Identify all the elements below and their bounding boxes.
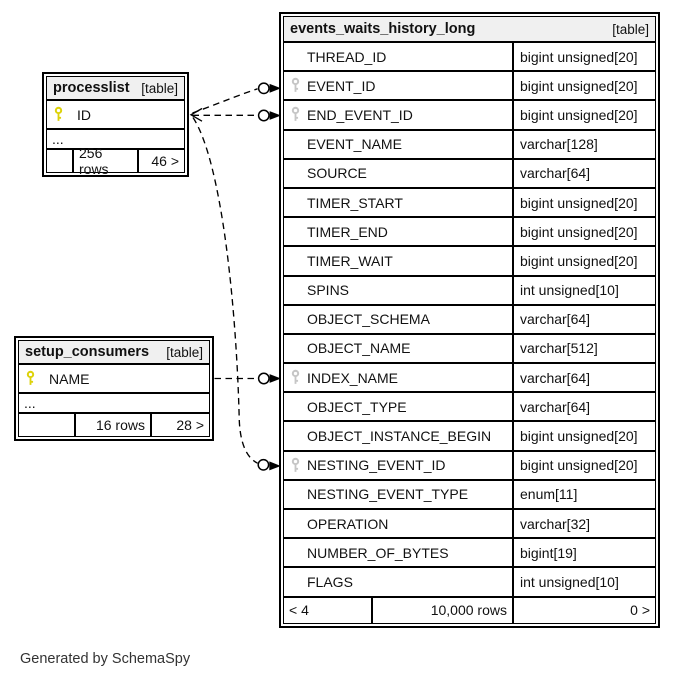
column-name: OBJECT_SCHEMA: [307, 311, 430, 328]
column-type: int unsigned[10]: [513, 277, 655, 304]
fk-line-event-id: [193, 89, 258, 113]
ellipsis-row: ...: [18, 393, 210, 413]
column-row-timer-wait: [283, 246, 656, 275]
column-type: int unsigned[10]: [513, 568, 655, 595]
foreign-key-icon: [290, 369, 307, 386]
column-row-nesting-event-type: [283, 480, 656, 509]
column-row-object-schema: [283, 305, 656, 334]
table-title[interactable]: processlist: [53, 80, 130, 96]
column-name: NUMBER_OF_BYTES: [307, 544, 449, 561]
ellipsis-row: ...: [46, 129, 185, 149]
table-header[interactable]: [283, 16, 656, 42]
column-type: varchar[64]: [513, 364, 655, 391]
parents-count: < 4: [284, 598, 372, 623]
column-type: varchar[512]: [513, 335, 655, 362]
connector-circle-index-name: [259, 373, 269, 383]
column-type: bigint unsigned[20]: [513, 101, 655, 128]
column-row-index-name: [283, 363, 656, 392]
column-type: varchar[64]: [513, 306, 655, 333]
column-row-id: [46, 100, 185, 129]
column-row-name: [18, 364, 210, 393]
column-type: bigint unsigned[20]: [513, 218, 655, 245]
column-row-source: [283, 159, 656, 188]
column-type: varchar[64]: [513, 160, 655, 187]
column-type: enum[11]: [513, 481, 655, 508]
parents-count: [19, 414, 75, 436]
foreign-key-icon: [290, 457, 307, 474]
column-name: INDEX_NAME: [307, 369, 399, 386]
children-count: 28 >: [151, 414, 209, 436]
column-type: bigint unsigned[20]: [513, 189, 655, 216]
table-header[interactable]: [46, 76, 185, 100]
column-row-thread-id: [283, 42, 656, 71]
column-name: NAME: [49, 370, 90, 387]
column-name: OBJECT_INSTANCE_BEGIN: [307, 428, 492, 445]
column-name: TIMER_WAIT: [307, 252, 393, 269]
column-name: THREAD_ID: [307, 48, 387, 65]
column-row-nesting-event-id: [283, 451, 656, 480]
column-row-object-name: [283, 334, 656, 363]
column-name: SOURCE: [307, 165, 367, 182]
foreign-key-icon: [290, 77, 307, 94]
table-footer: [46, 145, 185, 177]
column-type: bigint[19]: [513, 539, 655, 566]
column-type: varchar[32]: [513, 510, 655, 537]
table-type-badge: [table]: [166, 344, 203, 360]
column-name: FLAGS: [307, 573, 353, 590]
connector-circle-nesting-event-id: [258, 460, 268, 470]
column-name: SPINS: [307, 282, 350, 299]
table-type-badge: [table]: [612, 21, 649, 37]
connector-circle-event-id: [259, 83, 269, 93]
column-type: bigint unsigned[20]: [513, 43, 655, 70]
column-type: bigint unsigned[20]: [513, 247, 655, 274]
table-processlist[interactable]: [42, 72, 189, 177]
column-name: NESTING_EVENT_ID: [307, 457, 446, 474]
foreign-key-icon: [290, 106, 307, 123]
column-row-event-name: [283, 130, 656, 159]
column-row-spins: [283, 276, 656, 305]
column-row-flags: [283, 567, 656, 596]
column-type: bigint unsigned[20]: [513, 72, 655, 99]
children-count: 46 >: [138, 150, 184, 172]
column-name: END_EVENT_ID: [307, 106, 413, 123]
column-type: varchar[128]: [513, 131, 655, 158]
table-title[interactable]: events_waits_history_long: [290, 21, 476, 37]
column-type: bigint unsigned[20]: [513, 422, 655, 449]
table-setup-consumers[interactable]: [14, 336, 214, 441]
column-name: OPERATION: [307, 515, 389, 532]
generator-credit: Generated by SchemaSpy: [20, 651, 191, 667]
row-count: 10,000 rows: [372, 598, 513, 623]
parents-count: [47, 150, 73, 172]
table-footer: [18, 413, 210, 437]
table-type-badge: [table]: [141, 80, 178, 96]
row-count: 16 rows: [75, 414, 151, 436]
children-count: 0 >: [513, 598, 655, 623]
column-row-event-id: [283, 71, 656, 100]
row-count: 256 rows: [73, 150, 138, 172]
column-type: varchar[64]: [513, 393, 655, 420]
column-name: EVENT_NAME: [307, 136, 402, 153]
table-footer: [283, 597, 656, 624]
column-row-object-instance-begin: [283, 421, 656, 450]
column-row-object-type: [283, 392, 656, 421]
table-header[interactable]: [18, 340, 210, 364]
column-name: ID: [77, 106, 91, 123]
column-name: TIMER_START: [307, 194, 403, 211]
column-type: bigint unsigned[20]: [513, 452, 655, 479]
column-name: OBJECT_NAME: [307, 340, 411, 357]
column-row-timer-end: [283, 217, 656, 246]
column-name: NESTING_EVENT_TYPE: [307, 486, 469, 503]
column-row-timer-start: [283, 188, 656, 217]
primary-key-icon: [53, 106, 77, 123]
column-row-operation: [283, 509, 656, 538]
column-name: EVENT_ID: [307, 77, 376, 94]
connector-circle-end-event-id: [259, 110, 269, 120]
column-name: TIMER_END: [307, 223, 388, 240]
column-row-number-of-bytes: [283, 538, 656, 567]
table-events-waits-history-long[interactable]: [279, 12, 660, 628]
table-title[interactable]: setup_consumers: [25, 344, 150, 360]
column-name: OBJECT_TYPE: [307, 398, 407, 415]
column-row-end-event-id: [283, 100, 656, 129]
primary-key-icon: [25, 370, 49, 387]
